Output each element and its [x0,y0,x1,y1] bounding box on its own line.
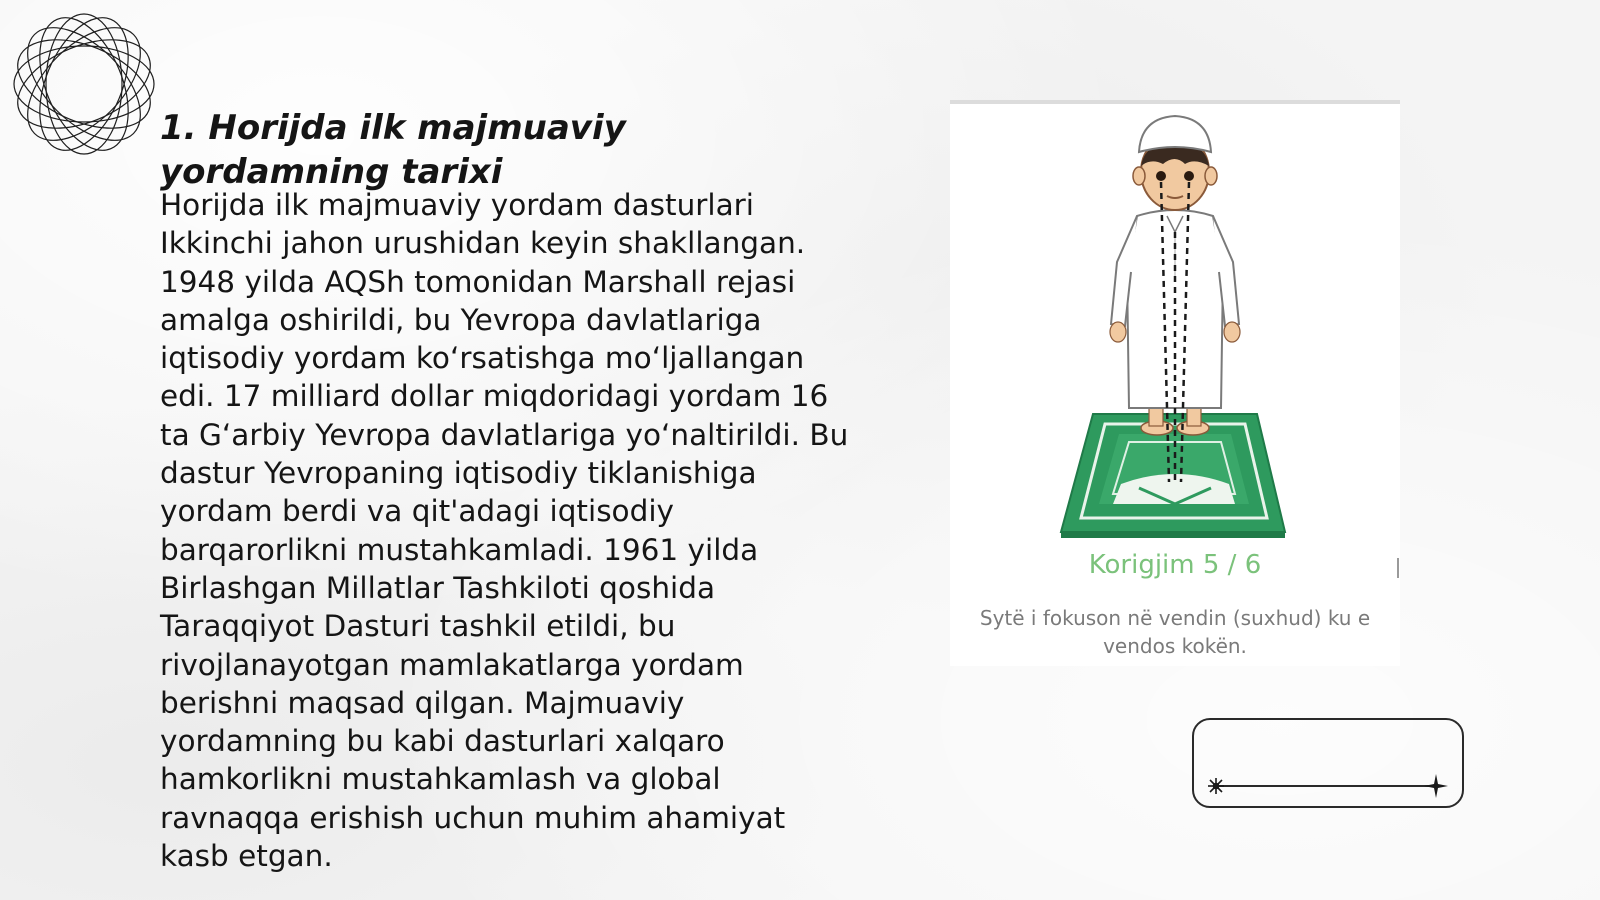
figure-caption-title: Korigjim 5 / 6 [1088,550,1262,580]
sparkle-icon [1208,778,1224,794]
decorative-frame [1192,718,1464,808]
slide-title: 1. Horijda ilk majmuaviy yordamning tarixi [160,108,626,192]
prayer-illustration [1045,112,1305,544]
caption-separator [1397,558,1399,578]
slide-body-text: Horijda ilk majmuaviy yordam dasturlari Ikkinchi jahon urushidan keyin shakllangan. 1948 yilda AQSh tomonidan Marshall rejasi amalga oshirildi, bu Yevropa davlatlariga iqtisodiy yordam koʻrsatishga moʻljallangan edi. 17 milliard dollar miqdoridagi yordam 16 ta Gʻarbiy Yevropa davlatlariga yoʻnaltirildi. Bu dastur Yevropaning iqtisodiy tiklanishiga yordam berdi va qit'adagi iqtisodiy barqarorlikni mustahkamladi. 1961 yilda Birlashgan Millatlar Tashkiloti qoshida Taraqqiyot Dasturi tashkil etildi, bu rivojlanayotgan mamlakatlarga yordam berishni maqsad qilgan. Majmuaviy yordamning bu kabi dasturlari xalqaro hamkorlikni mustahkamlash va global ravnaqqa erishish uchun muhim ahamiyat kasb etgan. [160,188,849,874]
illustration-card [950,100,1400,666]
circular-rosette-icon [10,10,158,158]
figure-caption-text: Sytë i fokuson në vendin (suxhud) ku e vendos kokën. [979,606,1371,658]
cross-star-icon [1424,774,1448,798]
prayer-rug [1061,414,1285,538]
